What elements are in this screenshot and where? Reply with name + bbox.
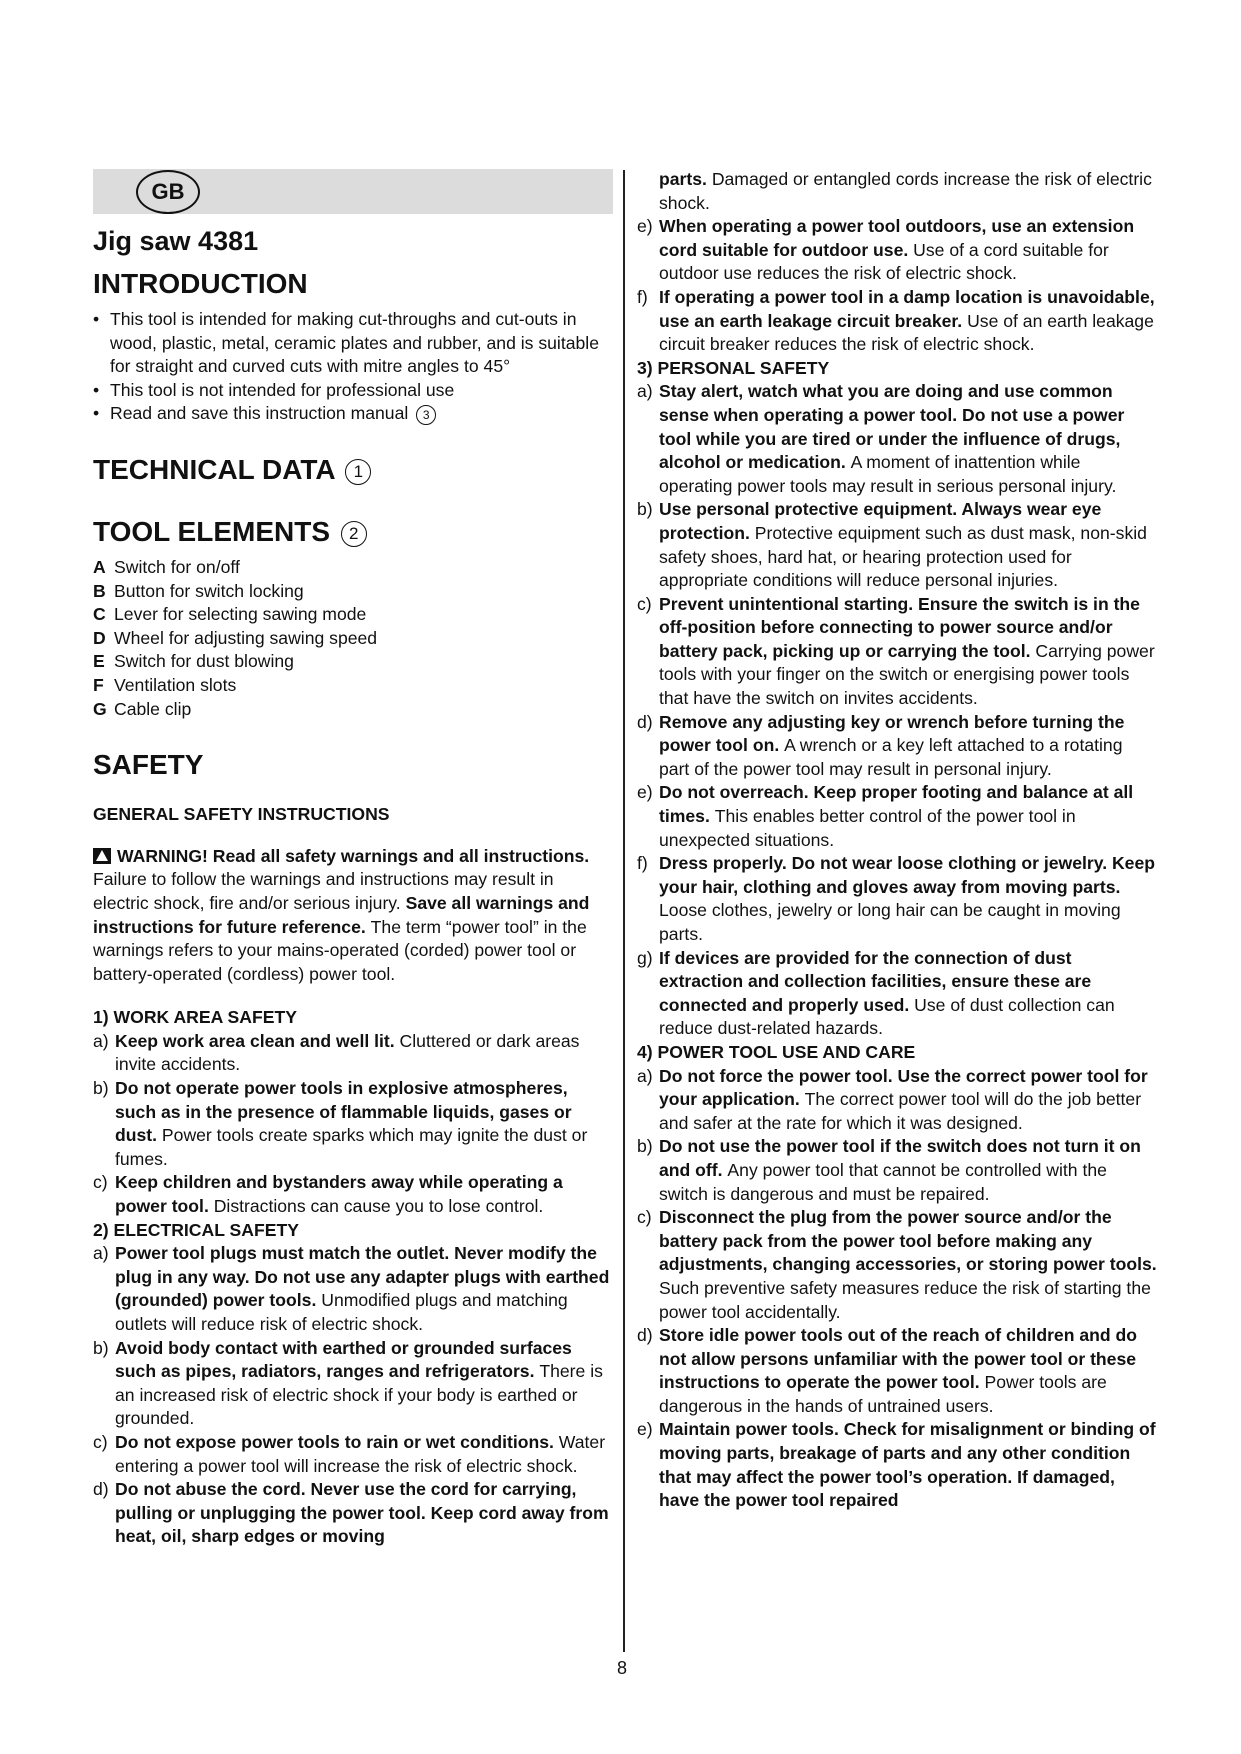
bullet-icon: •: [93, 403, 100, 424]
body-text: Carrying power tools with your finger on the switch or energising power tools that have the switch on invites accidents.: [659, 640, 1155, 709]
bold-text: Keep children and bystanders away while operating a power tool.: [115, 1172, 563, 1217]
bullet-text: This tool is not intended for professional use: [110, 379, 455, 400]
tool-element-item: [93, 603, 613, 627]
element-label: Lever for selecting sawing mode: [114, 604, 367, 625]
element-label: Switch for on/off: [114, 556, 240, 577]
bold-text: Save all warnings and instructions for future reference.: [93, 892, 590, 937]
element-letter: D: [93, 627, 106, 648]
body-text: The term “power tool” in the warnings refers to your mains-operated (corded) power tool or battery-operated (cordless) power tool.: [93, 916, 587, 984]
body-text: Such preventive safety measures reduce the risk of starting the power tool accidentally.: [659, 1277, 1151, 1322]
bold-text: If operating a power tool in a damp location is unavoidable, use an earth leakage circuit breaker.: [659, 286, 1155, 331]
element-letter: B: [93, 580, 106, 601]
safety-instruction: [637, 593, 1157, 711]
safety-instruction: [93, 1431, 613, 1478]
safety-instruction: [637, 286, 1157, 357]
item-label: a): [93, 1030, 109, 1051]
bold-text: If devices are provided for the connection of dust extraction and collection facilities, ensure these are connected and properly used.: [659, 947, 1092, 1015]
bold-text: Do not abuse the cord. Never use the cord for carrying, pulling or unplugging the power tool. Keep cord away from heat, oil, sharp edges or moving: [115, 1479, 609, 1547]
bullet-item: [93, 379, 613, 403]
bold-text: Remove any adjusting key or wrench before turning the power tool on.: [659, 711, 1125, 756]
language-badge: GB: [136, 170, 200, 214]
page-number: 8: [617, 1658, 628, 1678]
item-label: a): [637, 381, 653, 402]
safety-instruction: [637, 1206, 1157, 1324]
item-label: e): [637, 782, 653, 803]
body-text: Power tools create sparks which may ignite the dust or fumes.: [115, 1125, 588, 1169]
body-text: Distractions can cause you to lose control.: [213, 1196, 544, 1217]
warning-paragraph: [93, 845, 613, 987]
tool-element-item: [93, 556, 613, 580]
element-label: Wheel for adjusting sawing speed: [114, 627, 378, 648]
tool-element-item: [93, 674, 613, 698]
body-text: Failure to follow the warnings and instructions may result in electric shock, fire and/or serious injury.: [93, 869, 554, 913]
bold-text: parts.: [659, 169, 712, 189]
page-title: Jig saw 4381: [93, 226, 259, 256]
element-letter: A: [93, 556, 106, 577]
safety-instruction: [637, 1418, 1157, 1512]
safety-instruction: [637, 1135, 1157, 1206]
bullet-item: [93, 402, 613, 426]
bold-text: WARNING! Read all safety warnings and all instructions.: [117, 845, 590, 866]
bold-text: Prevent unintentional starting. Ensure the switch is in the off-position before connecting to power source and/or battery pack, picking up or carrying the tool.: [659, 593, 1140, 661]
item-label: c): [93, 1431, 108, 1452]
subsection-heading: GENERAL SAFETY INSTRUCTIONS: [93, 804, 390, 825]
figure-reference: 3: [416, 405, 436, 425]
bold-text: Disconnect the plug from the power source and/or the battery pack from the power tool before making any adjustments, changing accessories, or storing power tools.: [659, 1207, 1157, 1275]
body-text: Water entering a power tool will increase the risk of electric shock.: [115, 1431, 606, 1476]
item-label: a): [93, 1243, 109, 1264]
safety-instruction: [93, 1171, 613, 1218]
body-text: This enables better control of the power tool in unexpected situations.: [659, 806, 1076, 850]
bullet-icon: •: [93, 379, 100, 400]
safety-instruction: [637, 380, 1157, 498]
bold-text: Power tool plugs must match the outlet. Never modify the plug in any way. Do not use any adapter plugs with earthed (grounded) power tools.: [115, 1243, 610, 1311]
safety-instruction: [637, 1065, 1157, 1136]
tool-element-item: [93, 580, 613, 604]
item-label: g): [637, 947, 653, 968]
item-label: d): [637, 711, 653, 732]
item-label: b): [637, 499, 653, 520]
body-text: There is an increased risk of electric shock if your body is earthed or grounded.: [115, 1361, 603, 1429]
element-letter: E: [93, 651, 105, 672]
item-label: b): [93, 1078, 109, 1099]
warning-icon: [93, 848, 111, 864]
safety-instruction: [637, 711, 1157, 782]
heading-text: TECHNICAL DATA: [93, 453, 335, 485]
bold-text: Store idle power tools out of the reach of children and do not allow persons unfamiliar with the power tool or these instructions to operate the power tool.: [659, 1325, 1137, 1393]
bold-text: Do not force the power tool. Use the correct power tool for your application.: [659, 1065, 1148, 1110]
body-text: Power tools are dangerous in the hands of untrained users.: [659, 1372, 1107, 1416]
element-label: Cable clip: [114, 698, 192, 719]
subsection-heading: 3) PERSONAL SAFETY: [637, 357, 830, 378]
item-label: f): [637, 853, 648, 874]
item-label: b): [93, 1337, 109, 1358]
safety-instruction: [637, 1324, 1157, 1418]
section-heading: [93, 514, 613, 550]
bullet-item: [93, 308, 613, 379]
left-column: [93, 169, 613, 1549]
body-text: Use of a cord suitable for outdoor use reduces the risk of electric shock.: [659, 239, 1109, 284]
figure-reference: 1: [345, 459, 371, 485]
safety-instruction: [93, 1337, 613, 1431]
body-text: Damaged or entangled cords increase the risk of electric shock.: [659, 169, 1152, 213]
body-text: Unmodified plugs and matching outlets will reduce risk of electric shock.: [115, 1290, 568, 1334]
heading-text: TOOL ELEMENTS: [93, 515, 330, 547]
bold-text: Keep work area clean and well lit.: [115, 1030, 400, 1051]
column-divider: [623, 170, 625, 1652]
element-label: Ventilation slots: [114, 674, 237, 695]
element-letter: C: [93, 604, 106, 625]
bold-text: Avoid body contact with earthed or grounded surfaces such as pipes, radiators, ranges and refrigerators.: [115, 1337, 572, 1382]
bold-text: Do not expose power tools to rain or wet conditions.: [115, 1431, 559, 1452]
bold-text: Stay alert, watch what you are doing and use common sense when operating a power tool. Do not use a power tool while you are tired or under the influence of drugs, alcohol or medication.: [659, 381, 1125, 473]
body-text: Use of an earth leakage circuit breaker reduces the risk of electric shock.: [659, 310, 1154, 355]
body-text: A moment of inattention while operating power tools may result in serious personal injury.: [659, 452, 1117, 496]
tool-element-item: [93, 698, 613, 722]
item-label: a): [637, 1065, 653, 1086]
element-label: Button for switch locking: [114, 580, 304, 601]
body-text: Any power tool that cannot be controlled with the switch is dangerous and must be repaired.: [659, 1159, 1107, 1204]
right-column: [637, 168, 1157, 1513]
item-label: c): [637, 1207, 652, 1228]
bullet-text: This tool is intended for making cut-throughs and cut-outs in wood, plastic, metal, ceramic plates and rubber, and is suitable for straight and curved cuts with mitre angles to 45°: [110, 309, 599, 377]
body-text: Use of dust collection can reduce dust-related hazards.: [659, 994, 1115, 1039]
safety-instruction: [637, 215, 1157, 286]
item-label: e): [637, 216, 653, 237]
body-text: Protective equipment such as dust mask, non-skid safety shoes, hard hat, or hearing protection used for appropriate conditions will reduce personal injuries.: [659, 522, 1147, 591]
body-text: Loose clothes, jewelry or long hair can be caught in moving parts.: [659, 900, 1121, 944]
section-heading: [93, 452, 613, 488]
bullet-icon: •: [93, 309, 100, 329]
item-label: c): [93, 1172, 108, 1193]
safety-instruction: [93, 1242, 613, 1336]
subsection-heading: 2) ELECTRICAL SAFETY: [93, 1219, 299, 1240]
bold-text: Dress properly. Do not wear loose clothing or jewelry. Keep your hair, clothing and gloves away from moving parts.: [659, 853, 1156, 897]
element-letter: F: [93, 674, 104, 695]
safety-instruction: [637, 498, 1157, 592]
section-heading: [93, 266, 613, 302]
heading-text: SAFETY: [93, 749, 204, 781]
tool-element-item: [93, 627, 613, 651]
element-label: Switch for dust blowing: [114, 651, 294, 672]
bold-text: Use personal protective equipment. Always wear eye protection.: [659, 499, 1102, 543]
safety-instruction: [637, 852, 1157, 946]
item-label: c): [637, 593, 652, 614]
bold-text: Do not operate power tools in explosive atmospheres, such as in the presence of flammable liquids, gases or dust.: [115, 1078, 572, 1146]
safety-instruction: [637, 781, 1157, 852]
body-text: Cluttered or dark areas invite accidents.: [115, 1030, 580, 1075]
safety-instruction: [93, 1030, 613, 1077]
bold-text: When operating a power tool outdoors, use an extension cord suitable for outdoor use.: [659, 216, 1135, 260]
body-text: The correct power tool will do the job better and safer at the rate for which it was designed.: [659, 1089, 1142, 1133]
subsection-heading: 1) WORK AREA SAFETY: [93, 1007, 297, 1028]
language-band: [93, 169, 613, 214]
safety-instruction: [637, 947, 1157, 1041]
subsection-heading: 4) POWER TOOL USE AND CARE: [637, 1041, 916, 1062]
bold-text: Maintain power tools. Check for misalignment or binding of moving parts, breakage of parts and any other condition that may affect the power tool’s operation. If damaged, have the power tool repaired: [659, 1419, 1156, 1511]
item-label: f): [637, 286, 648, 307]
section-heading: [93, 747, 613, 783]
safety-instruction: [93, 1077, 613, 1171]
bullet-text: Read and save this instruction manual: [110, 403, 409, 424]
item-label: e): [637, 1419, 653, 1440]
figure-reference: 2: [341, 521, 367, 547]
safety-instruction: [637, 168, 1157, 215]
heading-text: INTRODUCTION: [93, 268, 308, 299]
item-label: d): [93, 1479, 109, 1500]
tool-element-item: [93, 650, 613, 674]
item-label: b): [637, 1136, 653, 1157]
body-text: A wrench or a key left attached to a rotating part of the power tool may result in personal injury.: [659, 735, 1123, 779]
safety-instruction: [93, 1478, 613, 1549]
bold-text: Do not use the power tool if the switch does not turn it on and off.: [659, 1136, 1141, 1180]
bold-text: Do not overreach. Keep proper footing and balance at all times.: [659, 782, 1134, 827]
element-letter: G: [93, 698, 107, 719]
item-label: d): [637, 1325, 653, 1346]
